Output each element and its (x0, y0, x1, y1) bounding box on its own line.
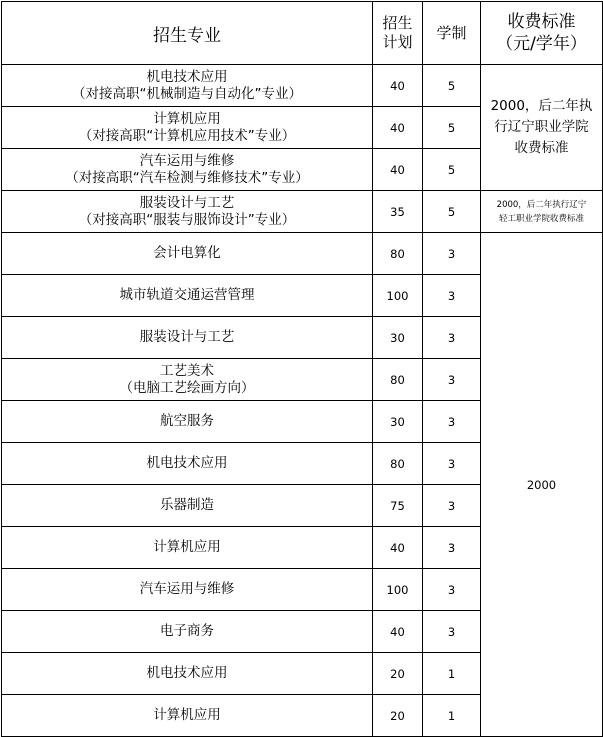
major-cell: 汽车运用与维修 (2, 569, 373, 611)
header-plan-line1: 招生 (382, 14, 413, 32)
major-cell: 会计电算化 (2, 233, 373, 275)
plan-cell: 35 (373, 191, 423, 233)
major-name: 机电技术应用 (146, 68, 228, 85)
major-cell: 城市轨道交通运营管理 (2, 275, 373, 317)
years-cell: 3 (423, 485, 481, 527)
header-plan (373, 2, 423, 65)
plan-cell: 80 (373, 233, 423, 275)
years-cell: 3 (423, 443, 481, 485)
major-name: 服装设计与工艺 (139, 194, 235, 211)
years-cell: 3 (423, 317, 481, 359)
major-cell: 航空服务 (2, 401, 373, 443)
table-row (2, 65, 603, 107)
major-cell (2, 65, 373, 107)
header-fee (481, 2, 603, 65)
plan-cell: 20 (373, 695, 423, 737)
plan-cell: 30 (373, 317, 423, 359)
years-cell: 1 (423, 653, 481, 695)
header-fee-line2: （元/学年） (496, 34, 587, 54)
major-cell (2, 359, 373, 401)
fee-cell-group2 (481, 191, 603, 233)
header-row (2, 2, 603, 65)
plan-cell: 80 (373, 443, 423, 485)
fee-group2-line2: 轻工职业学院收费标准 (498, 213, 584, 224)
major-cell: 计算机应用 (2, 527, 373, 569)
plan-cell: 40 (373, 65, 423, 107)
enrollment-table (1, 1, 603, 737)
fee-group1-line3: 收费标准 (514, 140, 569, 156)
major-name: 汽车运用与维修 (139, 152, 235, 169)
header-fee-line1: 收费标准 (507, 12, 576, 32)
major-cell: 机电技术应用 (2, 443, 373, 485)
table-row (2, 191, 603, 233)
major-note: （对接高职“计算机应用技术”专业） (78, 127, 296, 144)
major-cell (2, 191, 373, 233)
major-note: （对接高职“机械制造与自动化”专业） (72, 85, 302, 102)
years-cell: 3 (423, 233, 481, 275)
major-cell: 机电技术应用 (2, 653, 373, 695)
plan-cell: 40 (373, 107, 423, 149)
years-cell: 3 (423, 611, 481, 653)
major-note: （对接高职“汽车检测与维修技术”专业） (65, 169, 309, 186)
major-cell: 电子商务 (2, 611, 373, 653)
plan-cell: 40 (373, 527, 423, 569)
plan-cell: 40 (373, 611, 423, 653)
plan-cell: 75 (373, 485, 423, 527)
major-note: （电脑工艺绘画方向） (119, 379, 255, 396)
plan-cell: 100 (373, 569, 423, 611)
plan-cell: 30 (373, 401, 423, 443)
major-cell (2, 107, 373, 149)
fee-group1-line1: 2000，后二年执 (490, 98, 593, 114)
years-cell: 3 (423, 275, 481, 317)
major-cell: 服装设计与工艺 (2, 317, 373, 359)
years-cell: 5 (423, 107, 481, 149)
header-major: 招生专业 (2, 2, 373, 65)
plan-cell: 40 (373, 149, 423, 191)
years-cell: 5 (423, 149, 481, 191)
header-years: 学制 (423, 2, 481, 65)
major-cell: 乐器制造 (2, 485, 373, 527)
years-cell: 3 (423, 359, 481, 401)
plan-cell: 80 (373, 359, 423, 401)
fee-cell-group1 (481, 65, 603, 191)
years-cell: 3 (423, 569, 481, 611)
major-cell: 计算机应用 (2, 695, 373, 737)
years-cell: 1 (423, 695, 481, 737)
major-name: 计算机应用 (153, 110, 221, 127)
fee-cell-group3: 2000 (481, 233, 603, 737)
header-plan-line2: 计划 (382, 33, 413, 51)
years-cell: 5 (423, 65, 481, 107)
years-cell: 3 (423, 527, 481, 569)
years-cell: 5 (423, 191, 481, 233)
plan-cell: 20 (373, 653, 423, 695)
table-row (2, 233, 603, 275)
major-note: （对接高职“服装与服饰设计”专业） (78, 211, 296, 228)
fee-group2-line1: 2000，后二年执行辽宁 (496, 199, 587, 210)
fee-group1-line2: 行辽宁职业学院 (494, 119, 589, 135)
major-cell (2, 149, 373, 191)
major-name: 工艺美术 (160, 362, 214, 379)
plan-cell: 100 (373, 275, 423, 317)
years-cell: 3 (423, 401, 481, 443)
